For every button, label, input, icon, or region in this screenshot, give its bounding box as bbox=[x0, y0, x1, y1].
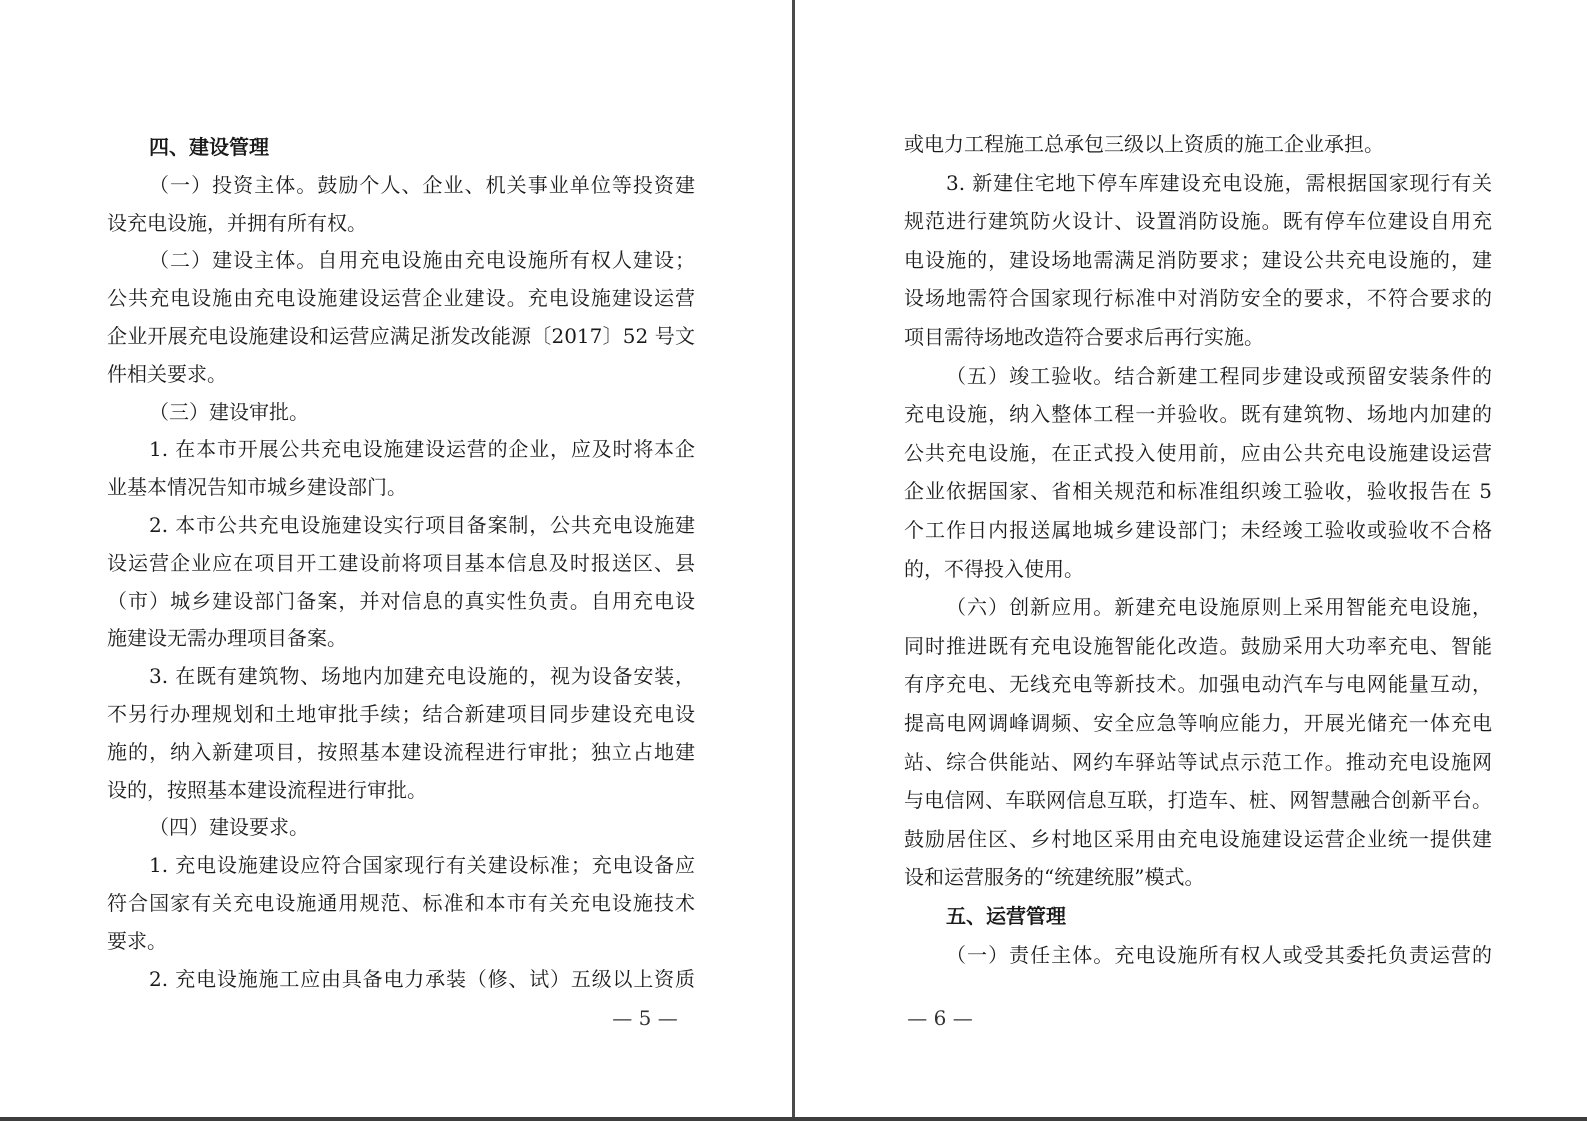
section-heading: 四、建设管理 bbox=[149, 135, 269, 159]
text-line: 企业依据国家、省相关规范和标准组织竣工验收，验收报告在 5 bbox=[904, 479, 1492, 504]
text-line: 与电信网、车联网信息互联，打造车、桩、网智慧融合创新平台。 bbox=[904, 788, 1492, 813]
text-line: （市）城乡建设部门备案，并对信息的真实性负责。自用充电设 bbox=[107, 588, 695, 613]
text-line: （三）建设审批。 bbox=[149, 399, 309, 424]
text-line: 3. 新建住宅地下停车库建设充电设施，需根据国家现行有关 bbox=[946, 170, 1492, 195]
text-line: 1. 在本市开展公共充电设施建设运营的企业，应及时将本企 bbox=[149, 437, 695, 462]
text-line: 设运营企业应在项目开工建设前将项目基本信息及时报送区、县 bbox=[107, 550, 695, 575]
section-heading: 五、运营管理 bbox=[946, 904, 1066, 928]
page-number: — 6 — bbox=[907, 1006, 973, 1030]
text-line: 设场地需符合国家现行标准中对消防安全的要求，不符合要求的 bbox=[904, 286, 1492, 311]
text-line: （一）责任主体。充电设施所有权人或受其委托负责运营的 bbox=[946, 942, 1492, 967]
text-line: 有序充电、无线充电等新技术。加强电动汽车与电网能量互动， bbox=[904, 672, 1492, 697]
text-line: 或电力工程施工总承包三级以上资质的施工企业承担。 bbox=[904, 132, 1384, 156]
text-line: 施的，纳入新建项目，按照基本建设流程进行审批；独立占地建 bbox=[107, 739, 695, 764]
text-line: 充电设施，纳入整体工程一并验收。既有建筑物、场地内加建的 bbox=[904, 402, 1492, 427]
text-line: （一）投资主体。鼓励个人、企业、机关事业单位等投资建 bbox=[149, 172, 695, 197]
text-line: 要求。 bbox=[107, 928, 167, 953]
text-line: 设和运营服务的“统建统服”模式。 bbox=[904, 865, 1205, 890]
text-line: 项目需待场地改造符合要求后再行实施。 bbox=[904, 325, 1264, 349]
bottom-border bbox=[0, 1117, 1587, 1121]
text-line: （四）建设要求。 bbox=[149, 815, 309, 840]
text-line: 符合国家有关充电设施通用规范、标准和本市有关充电设施技术 bbox=[107, 891, 695, 915]
text-line: 1. 充电设施建设应符合国家现行有关建设标准；充电设备应 bbox=[149, 853, 695, 878]
page-number: — 5 — bbox=[612, 1006, 678, 1030]
text-line: 件相关要求。 bbox=[107, 361, 227, 386]
text-line: 3. 在既有建筑物、场地内加建充电设施的，视为设备安装， bbox=[149, 664, 695, 689]
page-6 bbox=[795, 0, 1587, 1118]
text-line: 不另行办理规划和土地审批手续；结合新建项目同步建设充电设 bbox=[107, 702, 695, 726]
text-line: （五）竣工验收。结合新建工程同步建设或预留安装条件的 bbox=[946, 363, 1492, 388]
text-line: 业基本情况告知市城乡建设部门。 bbox=[107, 475, 407, 500]
text-line: 2. 本市公共充电设施建设实行项目备案制，公共充电设施建 bbox=[149, 513, 695, 537]
text-line: （六）创新应用。新建充电设施原则上采用智能充电设施， bbox=[946, 595, 1492, 620]
text-line: 电设施的，建设场地需满足消防要求；建设公共充电设施的，建 bbox=[904, 247, 1492, 272]
text-line: （二）建设主体。自用充电设施由充电设施所有权人建设； bbox=[149, 248, 695, 273]
text-line: 提高电网调峰调频、安全应急等响应能力，开展光储充一体充电 bbox=[904, 711, 1492, 735]
text-line: 设的，按照基本建设流程进行审批。 bbox=[107, 777, 427, 802]
text-line: 个工作日内报送属地城乡建设部门；未经竣工验收或验收不合格 bbox=[904, 518, 1492, 542]
text-line: 站、综合供能站、网约车驿站等试点示范工作。推动充电设施网 bbox=[904, 749, 1492, 774]
text-line: 的，不得投入使用。 bbox=[904, 556, 1084, 581]
text-line: 公共充电设施，在正式投入使用前，应由公共充电设施建设运营 bbox=[904, 440, 1492, 465]
text-line: 2. 充电设施施工应由具备电力承装（修、试）五级以上资质 bbox=[149, 966, 695, 991]
text-line: 公共充电设施由充电设施建设运营企业建设。充电设施建设运营 bbox=[107, 286, 695, 311]
text-line: 企业开展充电设施建设和运营应满足浙发改能源〔2017〕52 号文 bbox=[107, 324, 695, 348]
text-line: 鼓励居住区、乡村地区采用由充电设施建设运营企业统一提供建 bbox=[904, 826, 1492, 851]
text-line: 设充电设施，并拥有所有权。 bbox=[107, 210, 367, 235]
text-line: 规范进行建筑防火设计、设置消防设施。既有停车位建设自用充 bbox=[904, 209, 1492, 234]
text-line: 施建设无需办理项目备案。 bbox=[107, 626, 347, 651]
text-line: 同时推进既有充电设施智能化改造。鼓励采用大功率充电、智能 bbox=[904, 633, 1492, 658]
page-5 bbox=[0, 0, 792, 1118]
